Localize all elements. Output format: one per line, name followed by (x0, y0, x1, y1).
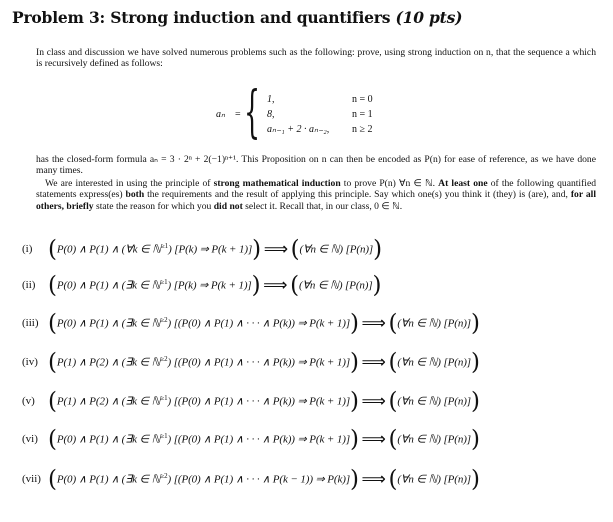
statement-v: (v) (P(1) ∧ P(2) ∧ (∃k ∈ ℕ$^{\ge 1}$) [(P(0) ∧ P(1) ∧ · · · ∧ P(k)) ⇒ P(k + 1)]) ⟹ ((∀n ∈ ℕ) [P(n)]) (22, 388, 480, 415)
statement-vi: (vi) (P(0) ∧ P(1) ∧ (∃k ∈ ℕ$^{\ge 1}$) [(P(0) ∧ P(1) ∧ · · · ∧ P(k)) ⇒ P(k + 1)]) ⟹ ((∀n ∈ ℕ) [P(n)]) (22, 426, 480, 453)
statement-i: (i) (P(0) ∧ P(1) ∧ (∀k ∈ ℕ$^{\ge 1}$) [P(k) ⇒ P(k + 1)]) ⟹ ((∀n ∈ ℕ) [P(n)]) (22, 236, 382, 263)
case-condition-2: n ≥ 2 (352, 124, 373, 135)
recurrence-definition (0, 80, 613, 145)
recurrence-lhs: aₙ (216, 109, 225, 120)
statement-vii: (vii) (P(0) ∧ P(1) ∧ (∃k ∈ ℕ$^{\ge 2}$) [(P(0) ∧ P(1) ∧ · · · ∧ P(k − 1)) ⇒ P(k)]) ⟹ ((∀n ∈ ℕ) [P(n)]) (22, 466, 480, 493)
intro-paragraph: In class and discussion we have solved numerous problems such as the following: prove, using strong induction on n, that the sequence a which is recursively defined as follows: (36, 47, 596, 70)
left-brace-icon: { (244, 80, 261, 145)
case-condition-1: n = 1 (352, 109, 373, 120)
case-condition-0: n = 0 (352, 94, 373, 105)
instructions-paragraph: We are interested in using the principle of strong mathematical induction to prove P(n) ∀n ∈ ℕ. At least one of the following quantified statements express(es) both the requirements and the result of applying this principle. Say which one(s) you think it (they) is (are), and, for all others, briefly state the reason for which you did not select it. Recall that, in our class, 0 ∈ ℕ. (36, 178, 597, 212)
statement-ii: (ii) (P(0) ∧ P(1) ∧ (∃k ∈ ℕ$^{\ge 1}$) [P(k) ⇒ P(k + 1)]) ⟹ ((∀n ∈ ℕ) [P(n)]) (22, 272, 382, 299)
statement-iii: (iii) (P(0) ∧ P(1) ∧ (∃k ∈ ℕ$^{\ge 2}$) [(P(0) ∧ P(1) ∧ · · · ∧ P(k)) ⇒ P(k + 1)]) ⟹ ((∀n ∈ ℕ) [P(n)]) (22, 310, 480, 337)
case-value-1: 8, (267, 109, 275, 120)
problem-title (12, 8, 462, 27)
case-value-2: aₙ₋₁ + 2 · aₙ₋₂, (267, 124, 330, 135)
problem-points: (10 pts) (395, 8, 463, 27)
problem-title-text: Problem 3: Strong induction and quantifiers (12, 8, 391, 27)
recurrence-equals: = (235, 109, 241, 120)
case-value-0: 1, (267, 94, 275, 105)
closed-form-paragraph: has the closed-form formula aₙ = 3 · 2ⁿ + 2(−1)ⁿ⁺¹. This Proposition on n can then be encoded as P(n) for ease of reference, as we have done many times. (36, 154, 596, 177)
statement-iv: (iv) (P(1) ∧ P(2) ∧ (∃k ∈ ℕ$^{\ge 2}$) [(P(0) ∧ P(1) ∧ · · · ∧ P(k)) ⇒ P(k + 1)]) ⟹ ((∀n ∈ ℕ) [P(n)]) (22, 349, 480, 376)
